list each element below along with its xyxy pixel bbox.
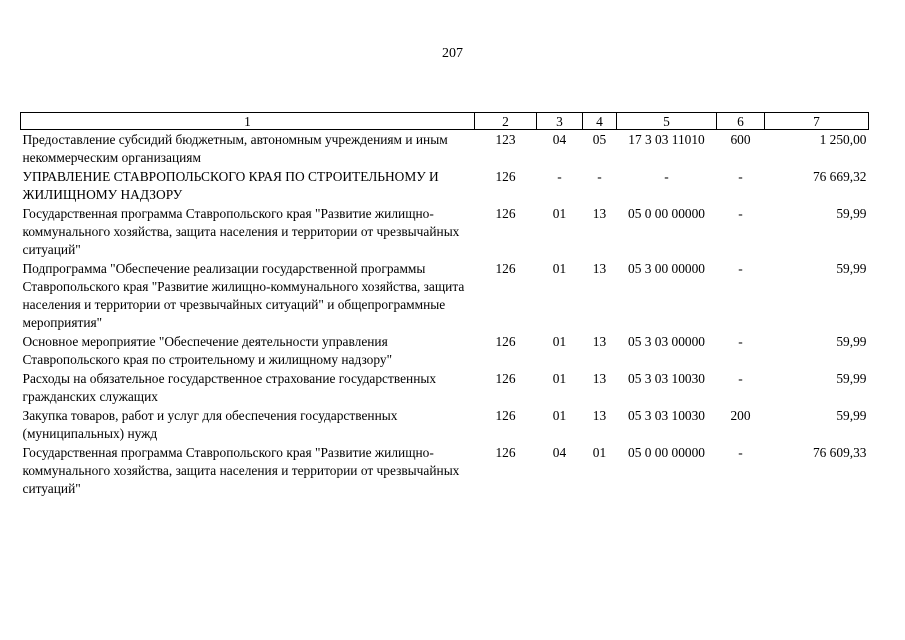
cell-target-article: 05 3 00 00000 [628, 261, 705, 276]
cell-section: - [557, 169, 562, 184]
cell-section: 01 [552, 334, 567, 349]
cell-amount: 59,99 [836, 261, 867, 276]
cell-section: 01 [552, 206, 567, 221]
table-row [21, 130, 869, 168]
cell-amount: 59,99 [836, 334, 867, 349]
cell-ministry-code: 123 [495, 132, 516, 147]
cell-expense-type: - [738, 169, 743, 184]
budget-table [20, 112, 869, 498]
row-description: Основное мероприятие "Обеспечение деятельности управления Ставропольского края по строительному и жилищному надзору" [22, 334, 393, 367]
cell-expense-type: - [738, 206, 743, 221]
table-row [21, 167, 869, 204]
table-row [21, 406, 869, 443]
cell-subsection: - [597, 169, 602, 184]
row-description: Закупка товаров, работ и услуг для обеспечения государственных (муниципальных) нужд [22, 408, 398, 441]
cell-subsection: 13 [592, 408, 607, 423]
cell-ministry-code: 126 [495, 206, 516, 221]
row-description: Предоставление субсидий бюджетным, автономным учреждениям и иным некоммерческим организациям [22, 132, 448, 165]
cell-section: 01 [552, 408, 567, 423]
cell-section: 04 [552, 445, 567, 460]
cell-expense-type: - [738, 371, 743, 386]
cell-ministry-code: 126 [495, 169, 516, 184]
column-header: 1 [21, 113, 475, 130]
column-header: 3 [537, 113, 583, 130]
cell-target-article: - [664, 169, 669, 184]
cell-ministry-code: 126 [495, 371, 516, 386]
table-row [21, 204, 869, 259]
column-header: 4 [583, 113, 617, 130]
cell-subsection: 13 [592, 261, 607, 276]
cell-amount: 59,99 [836, 408, 867, 423]
cell-amount: 59,99 [836, 371, 867, 386]
table-row [21, 332, 869, 369]
column-header: 6 [717, 113, 765, 130]
cell-expense-type: - [738, 261, 743, 276]
cell-expense-type: - [738, 445, 743, 460]
cell-ministry-code: 126 [495, 334, 516, 349]
cell-ministry-code: 126 [495, 408, 516, 423]
row-description: Расходы на обязательное государственное страхование государственных гражданских служащих [22, 371, 437, 404]
row-description: УПРАВЛЕНИЕ СТАВРОПОЛЬСКОГО КРАЯ ПО СТРОИТЕЛЬНОМУ И ЖИЛИЩНОМУ НАДЗОРУ [22, 169, 439, 202]
cell-subsection: 05 [592, 132, 607, 147]
cell-subsection: 01 [592, 445, 607, 460]
cell-expense-type: - [738, 334, 743, 349]
row-description: Государственная программа Ставропольского края "Развитие жилищно-коммунального хозяйства, защита населения и территории от чрезвычайных ситуаций" [22, 206, 460, 257]
cell-amount: 76 669,32 [812, 169, 867, 184]
cell-subsection: 13 [592, 334, 607, 349]
cell-ministry-code: 126 [495, 445, 516, 460]
cell-ministry-code: 126 [495, 261, 516, 276]
cell-amount: 1 250,00 [819, 132, 867, 147]
cell-section: 04 [552, 132, 567, 147]
column-header: 2 [475, 113, 537, 130]
cell-amount: 76 609,33 [812, 445, 867, 460]
cell-target-article: 05 0 00 00000 [628, 206, 705, 221]
cell-section: 01 [552, 371, 567, 386]
cell-expense-type: 200 [730, 408, 751, 423]
cell-target-article: 05 3 03 00000 [628, 334, 705, 349]
cell-subsection: 13 [592, 371, 607, 386]
cell-subsection: 13 [592, 206, 607, 221]
row-description: Подпрограмма "Обеспечение реализации государственной программы Ставропольского края "Развитие жилищно-коммунального хозяйства, защита населения и территории от чрезвычайных ситуаций" и общепрограммные мероприятия" [22, 261, 465, 330]
page-number: 207 [442, 46, 463, 61]
cell-amount: 59,99 [836, 206, 867, 221]
column-header: 7 [765, 113, 869, 130]
table-row [21, 443, 869, 498]
cell-expense-type: 600 [730, 132, 751, 147]
cell-target-article: 05 0 00 00000 [628, 445, 705, 460]
table-row [21, 259, 869, 332]
column-header: 5 [617, 113, 717, 130]
table-row [21, 369, 869, 406]
cell-target-article: 17 3 03 11010 [628, 132, 705, 147]
row-description: Государственная программа Ставропольского края "Развитие жилищно-коммунального хозяйства, защита населения и территории от чрезвычайных ситуаций" [22, 445, 460, 496]
cell-target-article: 05 3 03 10030 [628, 371, 705, 386]
cell-section: 01 [552, 261, 567, 276]
cell-target-article: 05 3 03 10030 [628, 408, 705, 423]
table-header-row [21, 113, 869, 130]
